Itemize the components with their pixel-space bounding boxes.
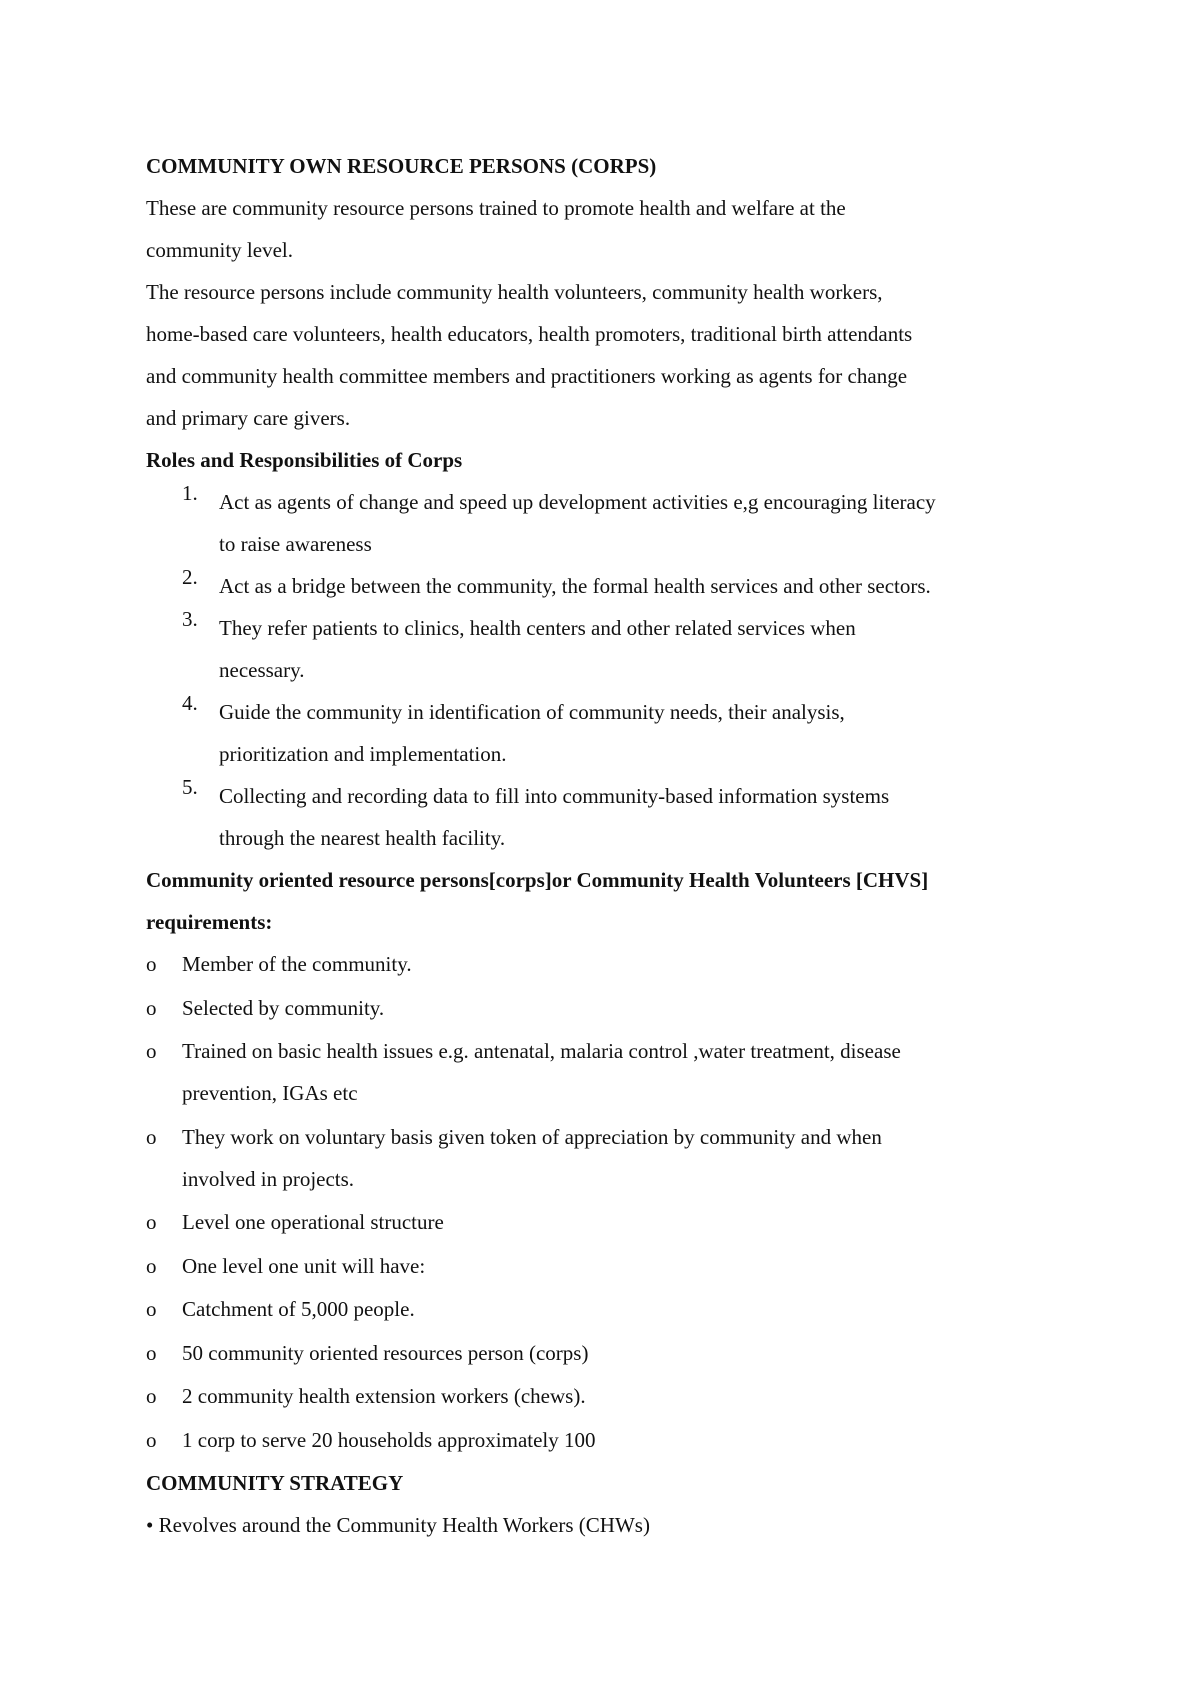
bullet-marker: o [146,1039,157,1063]
list-number: 2. [182,565,198,589]
list-item-line-1: They refer patients to clinics, health centers and other related services when [219,616,856,640]
list-item-line-1: They work on voluntary basis given token of appreciation by community and when [182,1124,882,1149]
list-item-line-1: Member of the community. [182,952,412,976]
list-item [146,607,1076,691]
list-item-line-2: to raise awareness [219,532,372,556]
list-item-line-1: Guide the community in identification of community needs, their analysis, [219,700,845,724]
list-item-line-2: involved in projects. [182,1166,355,1191]
corps-definition-line-2: community level. [146,238,293,262]
bullet-marker: o [146,1124,157,1149]
bullet-marker: o [146,1340,157,1365]
list-item-line-1: Level one operational structure [182,1210,444,1234]
list-item-line-1: 50 community oriented resources person (corps) [182,1340,589,1365]
bullet-marker: o [146,1210,157,1234]
list-item [146,943,1076,985]
list-item [146,565,1076,607]
list-item-line-1: Selected by community. [182,995,385,1020]
roles-list [146,481,1076,859]
document-content [146,145,1076,1546]
list-number: 3. [182,607,198,631]
list-item-line-1: 1 corp to serve 20 households approximately 100 [182,1427,596,1452]
list-item [146,1375,1076,1417]
list-number: 5. [182,775,198,799]
resource-persons-line-1: The resource persons include community health volunteers, community health workers, [146,280,883,304]
list-item-line-1: Trained on basic health issues e.g. antenatal, malaria control ,water treatment, disease [182,1039,901,1063]
requirements-list [146,943,1076,1461]
list-item-line-2: through the nearest health facility. [219,826,506,850]
strategy-item-text: Revolves around the Community Health Workers (CHWs) [158,1513,650,1537]
list-item [146,1245,1076,1287]
list-item-line-2: necessary. [219,658,305,682]
list-item-line-1: 2 community health extension workers (chews). [182,1384,586,1408]
list-item [146,481,1076,565]
bullet-marker: o [146,1427,157,1452]
list-item-line-1: One level one unit will have: [182,1253,426,1278]
list-item [146,1419,1076,1461]
list-item [146,987,1076,1029]
bullet-marker: o [146,1384,157,1408]
list-item-line-1: Act as a bridge between the community, the formal health services and other sectors. [219,574,931,598]
corps-definition-line-1: These are community resource persons trained to promote health and welfare at the [146,196,846,220]
strategy-list-item [146,1504,1076,1546]
list-item-line-1: Catchment of 5,000 people. [182,1297,415,1321]
requirements-heading-line-2: requirements: [146,910,273,934]
list-item [146,1116,1076,1200]
list-item-line-1: Act as agents of change and speed up development activities e,g encouraging literacy [219,490,936,514]
list-item [146,775,1076,859]
list-item [146,1288,1076,1330]
bullet-marker: o [146,1297,157,1321]
resource-persons-line-2: home-based care volunteers, health educators, health promoters, traditional birth attendants [146,322,913,346]
roles-heading: Roles and Responsibilities of Corps [146,448,463,472]
strategy-heading: COMMUNITY STRATEGY [146,1471,404,1495]
list-item-line-2: prevention, IGAs etc [182,1081,358,1105]
bullet-marker: o [146,995,157,1020]
resource-persons-line-3: and community health committee members and practitioners working as agents for change [146,364,908,388]
bullet-marker: • [146,1513,154,1537]
bullet-marker: o [146,1253,157,1278]
list-item [146,691,1076,775]
list-item [146,1201,1076,1243]
requirements-heading-line-1: Community oriented resource persons[corps]or Community Health Volunteers [CHVS] [146,868,929,892]
bullet-marker: o [146,952,157,976]
list-item [146,1030,1076,1114]
list-number: 4. [182,691,198,715]
list-item [146,1332,1076,1374]
list-item-line-2: prioritization and implementation. [219,742,507,766]
list-item-line-1: Collecting and recording data to fill into community-based information systems [219,784,890,808]
resource-persons-line-4: and primary care givers. [146,406,351,430]
section-title-corps: COMMUNITY OWN RESOURCE PERSONS (CORPS) [146,154,657,178]
list-number: 1. [182,481,198,505]
